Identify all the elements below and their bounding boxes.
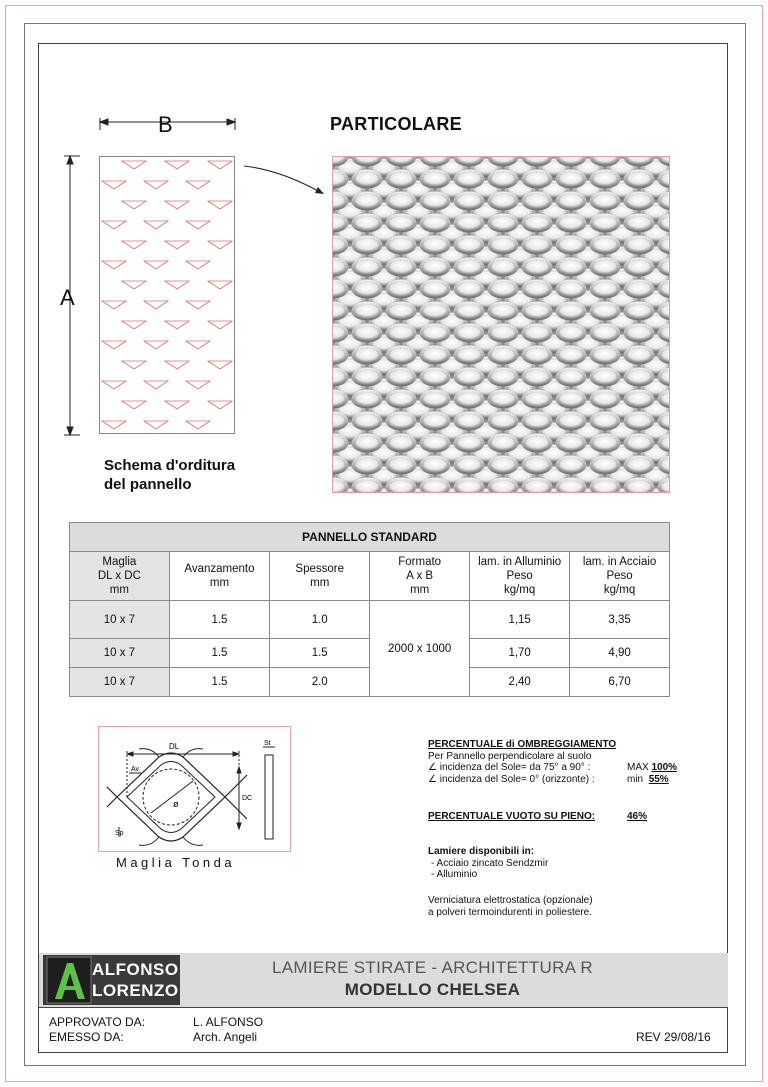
cell-acciaio: 4,90 (570, 639, 670, 668)
logo-a-icon (45, 955, 93, 1005)
max-value: 100% (651, 762, 678, 773)
panel-triangle (144, 421, 168, 429)
header-text: lam. in Alluminio (478, 556, 562, 568)
panel-triangle (186, 341, 210, 349)
panel-triangle (186, 221, 210, 229)
logo-line1: ALFONSO (92, 960, 179, 979)
header-maglia (70, 552, 170, 601)
cell-acciaio: 3,35 (570, 601, 670, 639)
cell-maglia: 10 x 7 (70, 639, 170, 668)
issued-by-label: EMESSO DA: (49, 1030, 124, 1044)
material-item: - Alluminio (431, 869, 478, 880)
header-text: kg/mq (603, 584, 636, 596)
panel-triangle (144, 181, 168, 189)
label-sp: Sp (115, 830, 124, 837)
table-row (70, 668, 670, 697)
document-subtitle: MODELLO CHELSEA (344, 980, 521, 999)
panel-triangle (144, 301, 168, 309)
shading-section (428, 739, 616, 785)
header-text: lam. in Acciaio (582, 556, 657, 568)
panel-triangle (186, 381, 210, 389)
panel-triangle (102, 301, 126, 309)
max-label: MAX (627, 762, 649, 773)
header-avanzamento (169, 552, 269, 601)
header-text: mm (209, 577, 230, 589)
panel-triangle (102, 341, 126, 349)
material-item: - Acciaio zincato Sendzmir (431, 857, 549, 869)
header-text: Maglia (102, 556, 137, 568)
cell-acciaio: 6,70 (570, 668, 670, 697)
header-text: mm (109, 584, 129, 596)
mesh-geometry-svg (99, 727, 290, 851)
panel-triangle (186, 421, 210, 429)
panel-triangle (165, 241, 189, 249)
panel-triangle (144, 261, 168, 269)
header-text: A x B (406, 570, 434, 582)
cell-maglia: 10 x 7 (70, 668, 170, 697)
spec-table (69, 522, 670, 697)
header-text: Spessore (295, 563, 344, 575)
panel-triangle (122, 281, 146, 289)
shading-line: ∠ incidenza del Sole= 0° (orizzonte) : (428, 773, 595, 785)
shading-values (627, 762, 677, 785)
shading-title: PERCENTUALE di OMBREGGIAMENTO (428, 739, 617, 750)
detail-title: PARTICOLARE (330, 114, 462, 134)
panel-triangle (165, 401, 189, 409)
shading-line: ∠ incidenza del Sole= da 75° a 90° : (428, 762, 591, 773)
schema-caption-line1: Schema d'orditura (104, 457, 236, 474)
shading-line: Per Pannello perpendicolare al suolo (428, 750, 592, 762)
cell-formato: 2000 x 1000 (370, 601, 470, 697)
header-formato (370, 552, 470, 601)
header-alluminio (470, 552, 570, 601)
label-dc: DC (242, 795, 253, 802)
dimension-b-label: B (158, 112, 173, 137)
panel-triangle (122, 401, 146, 409)
panel-triangle (102, 221, 126, 229)
panel-triangle (144, 221, 168, 229)
cell-avanzamento: 1.5 (169, 601, 269, 639)
cell-alluminio: 2,40 (470, 668, 570, 697)
materials-title: Lamiere disponibili in: (428, 846, 535, 857)
logo-text (92, 959, 179, 1001)
panel-triangle (102, 421, 126, 429)
panel-triangle-pattern (100, 157, 234, 433)
panel-triangle (122, 241, 146, 249)
header-text: DL x DC (97, 570, 141, 582)
cell-alluminio: 1,70 (470, 639, 570, 668)
revision-date: REV 29/08/16 (636, 1030, 711, 1044)
panel-triangle (122, 321, 146, 329)
cell-alluminio: 1,15 (470, 601, 570, 639)
expanded-metal-texture (333, 157, 669, 492)
header-spessore (270, 552, 370, 601)
panel-triangle (165, 361, 189, 369)
cell-spessore: 2.0 (270, 668, 370, 697)
void-ratio-title: PERCENTUALE VUOTO SU PIENO: (428, 811, 596, 822)
header-text: kg/mq (503, 584, 536, 596)
header-acciaio (570, 552, 670, 601)
table-row (70, 601, 670, 639)
panel-triangle (186, 261, 210, 269)
mesh-geometry-diagram (98, 726, 291, 852)
panel-triangle (122, 361, 146, 369)
panel-triangle (208, 241, 232, 249)
panel-schema (99, 156, 235, 434)
approved-by-value: L. ALFONSO (193, 1015, 264, 1029)
cell-avanzamento: 1.5 (169, 639, 269, 668)
header-text: mm (310, 577, 330, 589)
header-text: Peso (606, 570, 633, 582)
label-phi: ø (173, 799, 179, 809)
panel-triangle (208, 401, 232, 409)
panel-triangle (144, 341, 168, 349)
panel-triangle (186, 301, 210, 309)
coating-line: Verniciatura elettrostatica (opzionale) (428, 895, 593, 906)
cell-spessore: 1.5 (270, 639, 370, 668)
panel-triangle (208, 361, 232, 369)
panel-triangle (102, 261, 126, 269)
schema-caption (104, 456, 235, 494)
panel-triangle (208, 161, 232, 169)
panel-triangle (186, 181, 210, 189)
panel-triangle (102, 181, 126, 189)
panel-triangle (165, 201, 189, 209)
label-av: Av (131, 766, 140, 773)
header-text: Formato (398, 556, 442, 568)
approved-by-label: APPROVATO DA: (49, 1015, 146, 1029)
label-dl: DL (169, 742, 180, 751)
cell-maglia: 10 x 7 (70, 601, 170, 639)
panel-triangle (122, 201, 146, 209)
void-ratio-value: 46% (627, 811, 648, 822)
panel-triangle (208, 321, 232, 329)
panel-triangle (122, 161, 146, 169)
panel-triangle (165, 161, 189, 169)
cell-spessore: 1.0 (270, 601, 370, 639)
mesh-caption: Maglia Tonda (116, 855, 236, 870)
mesh-detail-image (332, 156, 670, 493)
detail-pointer-arrow (240, 160, 330, 200)
panel-triangle (165, 321, 189, 329)
panel-triangle (165, 281, 189, 289)
logo-line2: LORENZO (92, 981, 179, 1000)
panel-triangle (208, 281, 232, 289)
panel-triangle (208, 201, 232, 209)
min-label: min (627, 773, 644, 785)
schema-caption-line2: del pannello (104, 476, 192, 493)
min-value: 55% (648, 773, 669, 785)
table-title: PANNELLO STANDARD (70, 523, 670, 552)
materials-section (428, 846, 548, 881)
header-text: Peso (506, 570, 533, 582)
panel-triangle (102, 381, 126, 389)
approval-divider (39, 1007, 728, 1008)
table-row (70, 639, 670, 668)
header-text: Avanzamento (184, 563, 255, 575)
coating-note (428, 895, 593, 918)
issued-by-value: Arch. Angeli (193, 1030, 258, 1044)
dimension-a-label: A (60, 285, 75, 310)
header-text: mm (410, 584, 430, 596)
document-title: LAMIERE STIRATE - ARCHITETTURA R (272, 958, 593, 977)
cell-avanzamento: 1.5 (169, 668, 269, 697)
panel-triangle (144, 381, 168, 389)
label-st: St (264, 740, 271, 747)
coating-line: a polveri termoindurenti in poliestere. (428, 906, 592, 918)
